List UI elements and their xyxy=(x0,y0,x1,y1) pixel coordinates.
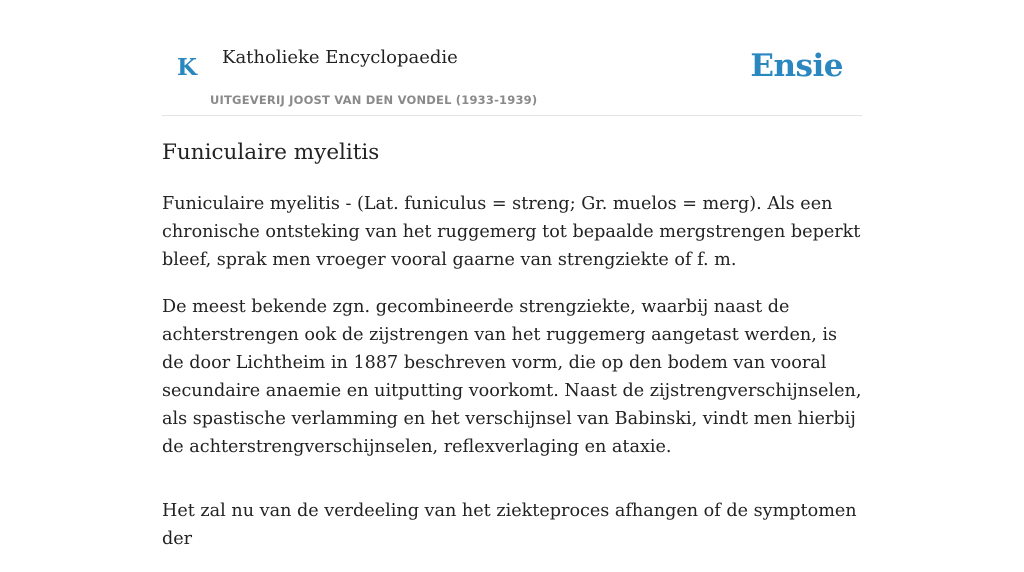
site-header xyxy=(162,36,862,116)
article-title: Funiculaire myelitis xyxy=(162,140,380,165)
article-paragraph: De meest bekende zgn. gecombineerde strengziekte, waarbij naast de achterstrengen ook de zijstrengen van het ruggemerg aangetast werden, is de door Lichtheim in 1887 beschreven vorm, die op den bodem van vooral secundaire anaemie en uitputting voorkomt. Naast de zijstrengverschijnselen, als spastische verlamming en het verschijnsel van Babinski, vindt men hierbij de achterstrengverschijnselen, reflexverlaging en ataxie. xyxy=(162,297,862,458)
site-title[interactable]: Katholieke Encyclopaedie xyxy=(222,47,458,68)
publisher-label: UITGEVERIJ JOOST VAN DEN VONDEL (1933-1939) xyxy=(210,93,538,107)
article-paragraph: Funiculaire myelitis - (Lat. funiculus = streng; Gr. muelos = merg). Als een chronische ontsteking van het ruggemerg tot bepaalde mergstrengen beperkt bleef, sprak men vroeger vooral gaarne van strengziekte of f. m. xyxy=(162,194,861,271)
brand-logo[interactable]: Ensie xyxy=(750,48,843,84)
article-paragraph: Het zal nu van de verdeeling van het ziekteproces afhangen of de symptomen der xyxy=(162,501,857,550)
logo-letter[interactable]: K xyxy=(177,54,197,81)
article xyxy=(162,138,864,572)
